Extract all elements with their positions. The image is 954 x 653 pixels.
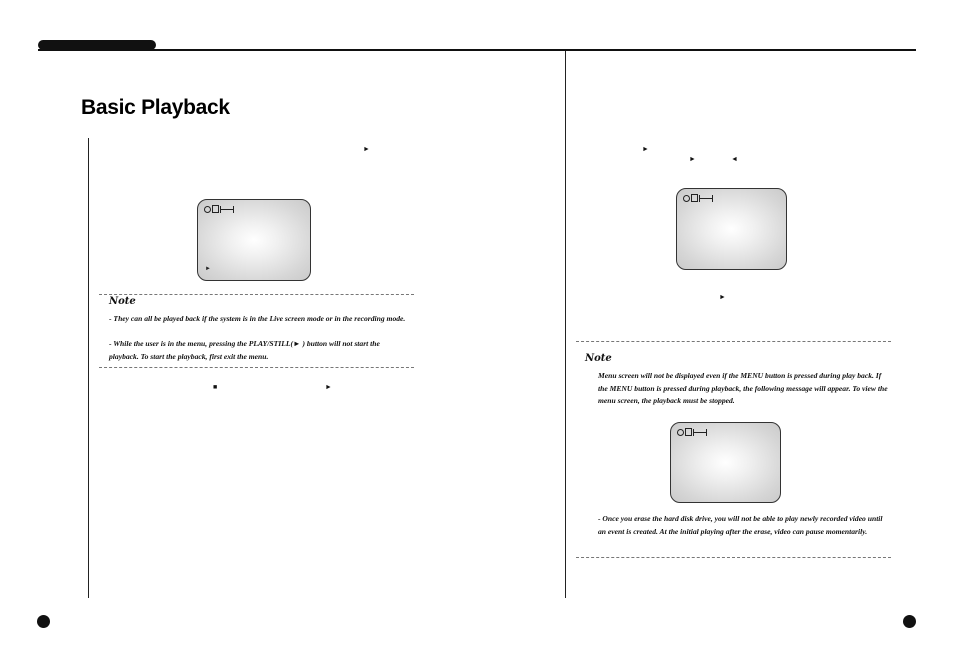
record-status-icon	[677, 429, 684, 436]
note-bottom-divider	[99, 367, 414, 368]
play-icon: ►	[719, 294, 726, 301]
osd-status-icons	[204, 205, 234, 213]
record-status-icon	[683, 195, 690, 202]
page-divider	[565, 51, 566, 598]
play-icon: ►	[325, 384, 332, 391]
page-title: Basic Playback	[81, 96, 230, 119]
record-status-icon	[204, 206, 211, 213]
left-margin-rule	[88, 138, 89, 598]
note-item: - While the user is in the menu, pressing the PLAY/STILL(► ) button will not start the playback. To start the playback, first exit the menu.	[109, 339, 380, 361]
monitor-screen	[670, 422, 781, 503]
timeline-icon	[699, 198, 713, 199]
page-marker-left	[37, 615, 50, 628]
play-icon: ►	[205, 266, 211, 272]
camera-icon	[212, 205, 219, 213]
timeline-icon	[220, 209, 234, 210]
note-bottom-divider	[576, 557, 891, 558]
rewind-icon: ◄	[731, 156, 738, 163]
note-item: - They can all be played back if the system is in the Live screen mode or in the recording mode.	[109, 314, 406, 323]
play-icon: ►	[642, 146, 649, 153]
monitor-screen	[676, 188, 787, 270]
camera-icon	[685, 428, 692, 436]
camera-icon	[691, 194, 698, 202]
note-title: Note	[585, 353, 612, 364]
header-rule	[38, 49, 916, 51]
note-top-divider	[99, 294, 414, 295]
timeline-icon	[693, 432, 707, 433]
note-text: Menu screen will not be displayed even if the MENU button is pressed during play back. If the MENU button is pressed during playback, the following message will appear. To view the menu screen, the playback must be stopped.	[598, 371, 888, 405]
osd-status-icons	[677, 428, 707, 436]
page-marker-right	[903, 615, 916, 628]
monitor-screen	[197, 199, 311, 281]
play-icon: ►	[689, 156, 696, 163]
stop-icon: ■	[213, 384, 218, 391]
note-item: - Once you erase the hard disk drive, you will not be able to play newly recorded video until an event is created. At the initial playing after the erase, video can pause momentarily.	[598, 514, 883, 536]
note-top-divider	[576, 341, 891, 342]
note-title: Note	[109, 296, 136, 307]
osd-status-icons	[683, 194, 713, 202]
play-icon: ►	[363, 146, 370, 153]
